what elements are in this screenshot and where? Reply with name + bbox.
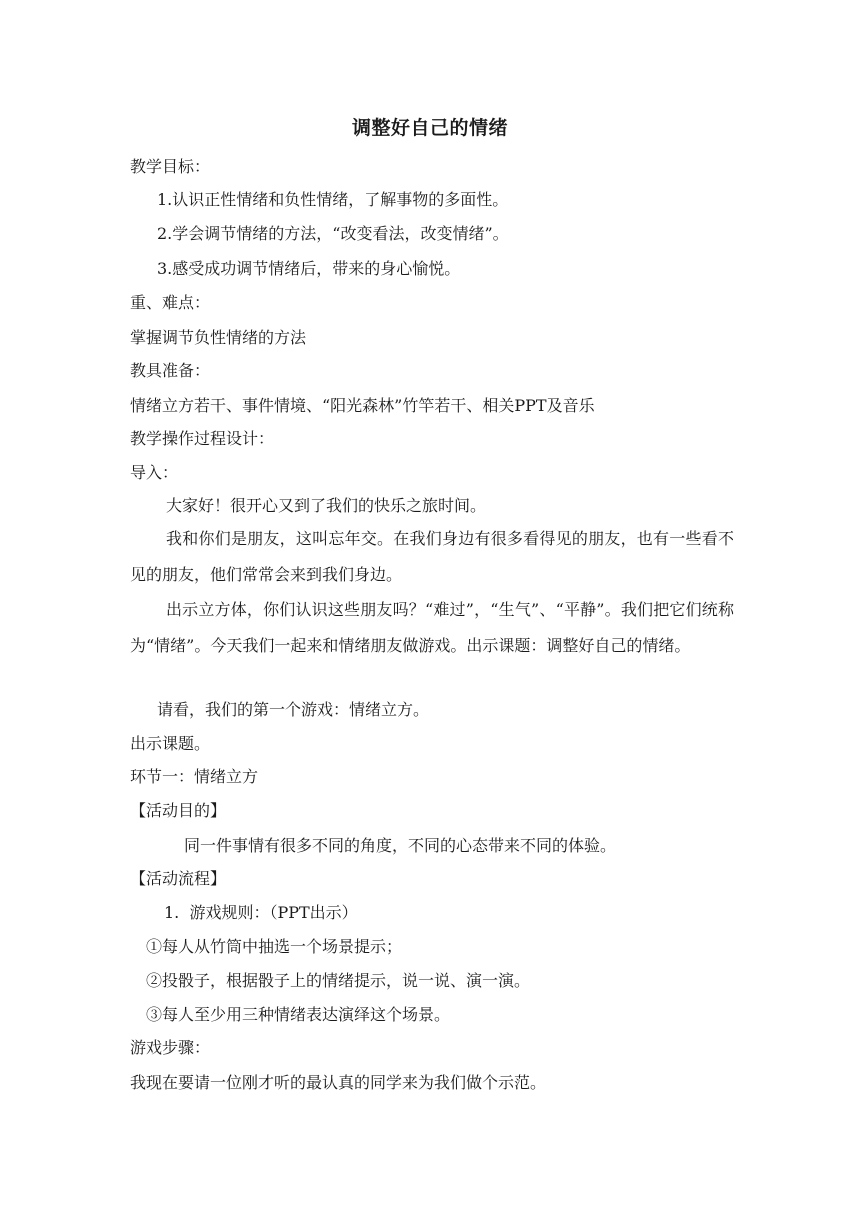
document-title: 调整好自己的情绪 <box>351 117 508 139</box>
objective-item-3: 3.感受成功调节情绪后，带来的身心愉悦。 <box>157 259 461 278</box>
intro-paragraph-1: 大家好！很开心又到了我们的快乐之旅时间。 <box>166 496 487 515</box>
rule-item-3: ③每人至少用三种情绪表达演绎这个场景。 <box>146 1005 451 1024</box>
steps-text: 我现在要请一位刚才听的最认真的同学来为我们做个示范。 <box>130 1073 547 1092</box>
materials-text: 情绪立方若干、事件情境、“阳光森林”竹竿若干、相关PPT及音乐 <box>130 396 595 415</box>
first-game-text: 请看，我们的第一个游戏：情绪立方。 <box>157 700 430 719</box>
activity-purpose-heading: 【活动目的】 <box>130 801 227 820</box>
activity-flow-heading: 【活动流程】 <box>130 869 227 888</box>
materials-heading: 教具准备： <box>130 361 211 380</box>
key-points-heading: 重、难点： <box>130 293 211 312</box>
process-heading: 教学操作过程设计： <box>130 429 275 448</box>
intro-paragraph-2: 我和你们是朋友，这叫忘年交。在我们身边有很多看得见的朋友，也有一些看不见的朋友，他们常常会来到我们身边。 <box>130 529 734 584</box>
key-points-text: 掌握调节负性情绪的方法 <box>130 328 307 347</box>
objective-item-2: 2.学会调节情绪的方法，“改变看法，改变情绪”。 <box>157 224 509 243</box>
game-rules-text: 1. 游戏规则：（PPT出示） <box>164 903 358 922</box>
steps-heading: 游戏步骤： <box>130 1038 211 1057</box>
objectives-heading: 教学目标： <box>130 157 211 176</box>
rule-item-2: ②投骰子，根据骰子上的情绪提示，说一说、演一演。 <box>146 971 531 990</box>
objective-item-1: 1.认识正性情绪和负性情绪，了解事物的多面性。 <box>157 190 509 209</box>
intro-heading: 导入： <box>130 463 179 482</box>
section1-heading: 环节一：情绪立方 <box>130 767 259 786</box>
activity-purpose-text: 同一件事情有很多不同的角度，不同的心态带来不同的体验。 <box>184 836 617 855</box>
show-topic-text: 出示课题。 <box>130 734 211 753</box>
intro-paragraph-3: 出示立方体，你们认识这些朋友吗？“难过”，“生气”、“平静”。我们把它们统称为“情绪”。今天我们一起来和情绪朋友做游戏。出示课题：调整好自己的情绪。 <box>130 600 734 655</box>
rule-item-1: ①每人从竹筒中抽选一个场景提示； <box>146 937 403 956</box>
